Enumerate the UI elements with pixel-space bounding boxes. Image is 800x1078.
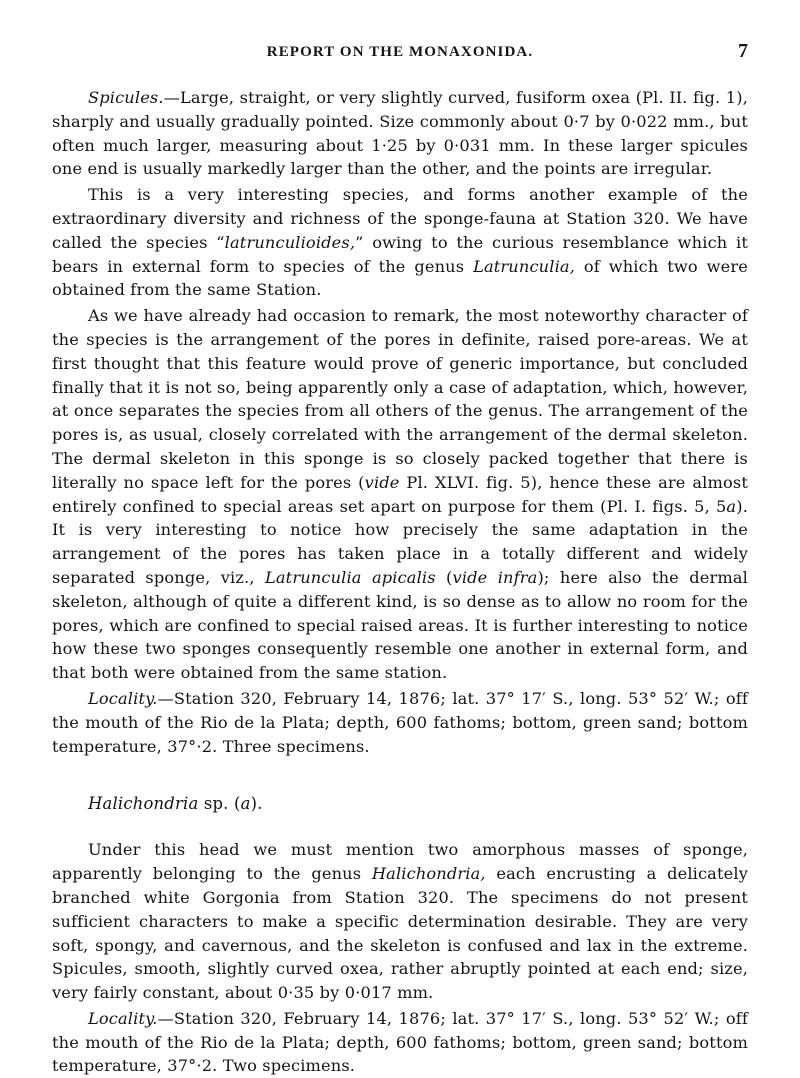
heading-letter: a bbox=[240, 794, 251, 814]
genus-name: Latrunculia, bbox=[473, 256, 575, 276]
page-number: 7 bbox=[738, 40, 748, 62]
remark-text-1: As we have already had occasion to remark, the most noteworthy character of the species is the arrangement of the pores in definite, raised pore-areas. We at first thought that this feature would prove of generic importance, but concluded finally that it is not so, being apparently only a case of adaptation, which, however, at once separates the species from all others of the genus. The arrangement of the pores is, as usual, closely correlated with the arrangement of the dermal skeleton. The dermal skeleton in this sponge is so closely packed together that there is literally no space left for the pores ( bbox=[52, 306, 748, 492]
species-heading bbox=[88, 792, 748, 816]
heading-text: sp. ( bbox=[198, 794, 241, 814]
remark-text-3: ). It is very interesting to notice how precisely the same adaptation in the arrangement of the pores has taken place in a totally different and widely separated sponge, viz., bbox=[52, 496, 748, 587]
locality-paragraph-2 bbox=[52, 1007, 748, 1078]
locality-text-1: —Station 320, February 14, 1876; lat. 37° 17′ S., long. 53° 52′ W.; off the mouth of the Rio de la Plata; depth, 600 fathoms; bottom, green sand; bottom temperature, 37°·2. Three specimens. bbox=[52, 688, 748, 756]
description-text-1: Under this head we must mention two amorphous masses of sponge, apparently belonging to the genus bbox=[52, 840, 748, 884]
interest-text-2: ” owing to the curious resemblance which it bears in external form to species of the genus bbox=[52, 232, 748, 276]
description-text-2: each encrusting a delicately branched white Gorgonia from Station 320. The specimens do not present sufficient characters to make a specific determination desirable. They are very soft, spongy, and cavernous, and the skeleton is confused and lax in the extreme. Spicules, smooth, slightly curved oxea, rather abruptly pointed at each end; size, very fairly constant, about 0·35 by 0·017 mm. bbox=[52, 864, 748, 1003]
interest-text-3: of which two were obtained from the same Station. bbox=[52, 256, 748, 300]
spicules-paragraph bbox=[52, 86, 748, 181]
interest-text-1: This is a very interesting species, and forms another example of the extraordinary diversity and richness of the sponge-fauna at Station 320. We have called the species “ bbox=[52, 185, 748, 252]
running-head: REPORT ON THE MONAXONIDA. bbox=[266, 44, 534, 60]
description-genus: Halichondria, bbox=[371, 864, 486, 884]
spicules-text: —Large, straight, or very slightly curved, fusiform oxea (Pl. II. fig. 1), sharply and usually gradually pointed. Size commonly about 0·7 by 0·022 mm., but often much larger, measuring about 1·25 by 0·031 mm. In these larger spicules one end is usually markedly larger than the other, and the points are irregular. bbox=[52, 88, 748, 179]
heading-genus: Halichondria bbox=[88, 794, 199, 814]
locality-text-2: —Station 320, February 14, 1876; lat. 37° 17′ S., long. 53° 52′ W.; off the mouth of the Rio de la Plata; depth, 600 fathoms; bottom, green sand; bottom temperature, 37°·2. Two specimens. bbox=[52, 1008, 748, 1076]
vide-1: vide bbox=[364, 472, 400, 492]
remark-text-4: ( bbox=[435, 567, 453, 587]
locality-label-1: Locality. bbox=[88, 688, 158, 708]
species-ref: Latrunculia apicalis bbox=[264, 567, 436, 587]
locality-paragraph-1 bbox=[52, 687, 748, 758]
fig-a: a bbox=[726, 496, 737, 516]
heading-close: ). bbox=[250, 794, 263, 814]
interest-paragraph bbox=[52, 183, 748, 302]
remark-text-5: ); here also the dermal skeleton, although of quite a different kind, is so dense as to allow no room for the pores, which are confined to special raised areas. It is further interesting to notice how these two sponges consequently resemble one another in external form, and that both were obtained from the same station. bbox=[52, 567, 748, 683]
vide-infra: vide infra bbox=[452, 567, 538, 587]
page bbox=[52, 40, 748, 1078]
spicules-label: Spicules. bbox=[88, 88, 164, 107]
description-paragraph bbox=[52, 838, 748, 1005]
locality-label-2: Locality. bbox=[88, 1008, 158, 1028]
remark-text-2: Pl. XLVI. fig. 5), hence these are almost entirely confined to special areas set apart on purpose for them (Pl. I. figs. 5, 5 bbox=[52, 472, 749, 516]
species-name: latrunculioides, bbox=[224, 232, 356, 252]
remark-paragraph bbox=[52, 304, 748, 685]
page-header bbox=[52, 40, 748, 70]
